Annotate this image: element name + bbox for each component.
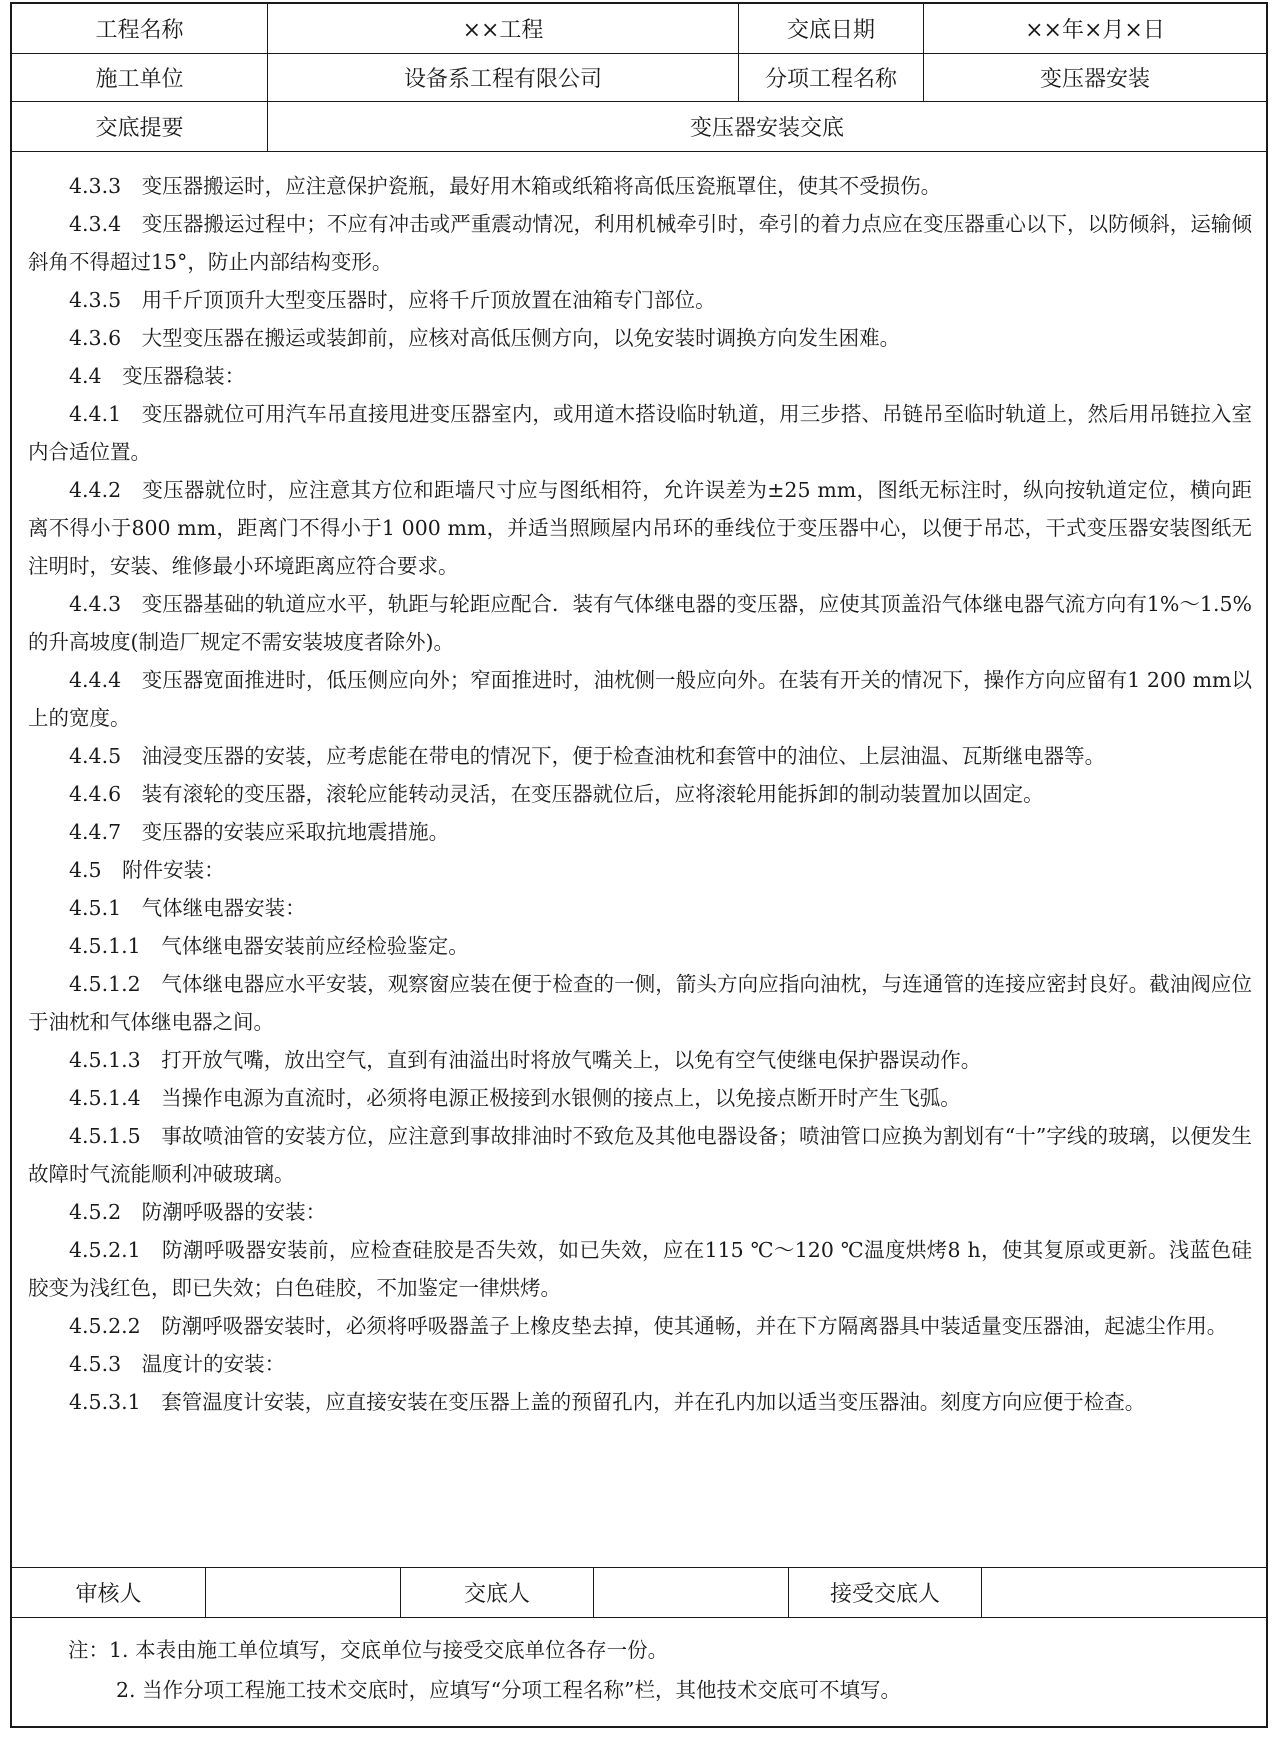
content-paragraph: 4.5.3.1 套管温度计安装，应直接安装在变压器上盖的预留孔内，并在孔内加以适当变压器油。刻度方向应便于检查。 — [69, 1390, 1146, 1414]
content-paragraph: 4.3.4 变压器搬运过程中；不应有冲击或严重震动情况，利用机械牵引时，牵引的着力点应在变压器重心以下，以防倾斜，运输倾斜角不得超过15°，防止内部结构变形。 — [28, 212, 1252, 274]
content-paragraph: 4.5.1.1 气体继电器安装前应经检验鉴定。 — [69, 934, 469, 958]
form-notes — [12, 1618, 1266, 1726]
sub-project-name-value: 变压器安装 — [923, 54, 1266, 101]
sub-project-name-label: 分项工程名称 — [738, 54, 923, 101]
summary-value: 变压器安装交底 — [267, 102, 1266, 151]
receiver-value — [981, 1568, 1266, 1617]
disclosure-date-value: ××年×月×日 — [923, 4, 1266, 53]
content-paragraph: 4.4.2 变压器就位时，应注意其方位和距墙尺寸应与图纸相符，允许误差为±25 mm，图纸无标注时，纵向按轨道定位，横向距离不得小于800 mm，距离门不得小于1 000 mm，并适当照顾屋内吊环的垂线位于变压器中心，以便于吊芯，干式变压器安装图纸无注明时，安装、维修最小环境距离应符合要求。 — [28, 478, 1252, 578]
construction-unit-label: 施工单位 — [95, 67, 184, 92]
content-paragraph: 4.5.2 防潮呼吸器的安装： — [69, 1200, 327, 1224]
content-paragraph: 4.5.1 气体继电器安装： — [69, 896, 306, 920]
content-paragraph: 4.5.2.1 防潮呼吸器安装前，应检查硅胶是否失效，如已失效，应在115 ℃～120 ℃温度烘烤8 h，使其复原或更新。浅蓝色硅胶变为浅红色，即已失效；白色硅胶，不加鉴定一律烘烤。 — [28, 1238, 1252, 1300]
disclosure-date-label: 交底日期 — [738, 4, 923, 53]
content-paragraph: 4.4.6 装有滚轮的变压器，滚轮应能转动灵活，在变压器就位后，应将滚轮用能拆卸的制动装置加以固定。 — [69, 782, 1044, 806]
summary-label: 交底提要 — [95, 116, 184, 141]
content-paragraph: 4.3.3 变压器搬运时，应注意保护瓷瓶，最好用木箱或纸箱将高低压瓷瓶罩住，使其不受损伤。 — [69, 174, 942, 198]
discloser-value — [593, 1568, 788, 1617]
reviewer-value — [205, 1568, 400, 1617]
construction-unit-value: 设备系工程有限公司 — [267, 54, 738, 101]
content-paragraph: 4.5.1.3 打开放气嘴，放出空气，直到有油溢出时将放气嘴关上，以免有空气使继电保护器误动作。 — [69, 1048, 982, 1072]
content-paragraph: 4.4.7 变压器的安装应采取抗地震措施。 — [69, 820, 450, 844]
signoff-row — [12, 1568, 1266, 1618]
content-paragraph: 4.4 变压器稳装： — [69, 364, 246, 388]
content-paragraph: 4.3.6 大型变压器在搬运或装卸前，应核对高低压侧方向，以免安装时调换方向发生困难。 — [69, 326, 901, 350]
content-paragraph: 4.4.4 变压器宽面推进时，低压侧应向外；窄面推进时，油枕侧一般应向外。在装有开关的情况下，操作方向应留有1 200 mm以上的宽度。 — [28, 668, 1252, 730]
header-row-project — [12, 4, 1266, 54]
discloser-label: 交底人 — [400, 1568, 593, 1617]
content-paragraph: 4.5.2.2 防潮呼吸器安装时，必须将呼吸器盖子上橡皮垫去掉，使其通畅，并在下方隔离器具中装适量变压器油，起滤尘作用。 — [69, 1314, 1228, 1338]
content-paragraph: 4.3.5 用千斤顶顶升大型变压器时，应将千斤顶放置在油箱专门部位。 — [69, 288, 716, 312]
content-paragraph: 4.4.3 变压器基础的轨道应水平，轨距与轮距应配合．装有气体继电器的变压器，应使其顶盖沿气体继电器气流方向有1%～1.5%的升高坡度(制造厂规定不需安装坡度者除外)。 — [28, 592, 1252, 654]
note-line-2: 2. 当作分项工程施工技术交底时，应填写“分项工程名称”栏，其他技术交底可不填写。 — [116, 1678, 902, 1702]
content-paragraph: 4.5 附件安装： — [69, 858, 225, 882]
content-paragraph: 4.4.1 变压器就位可用汽车吊直接甩进变压器室内，或用道木搭设临时轨道，用三步搭、吊链吊至临时轨道上，然后用吊链拉入室内合适位置。 — [28, 402, 1252, 464]
content-paragraph: 4.5.1.5 事故喷油管的安装方位，应注意到事故排油时不致危及其他电器设备；喷油管口应换为割划有“十”字线的玻璃，以便发生故障时气流能顺利冲破玻璃。 — [28, 1124, 1252, 1186]
project-name-label: 工程名称 — [95, 18, 184, 43]
header-row-summary — [12, 102, 1266, 152]
project-name-value: ××工程 — [267, 4, 738, 53]
content-paragraph: 4.4.5 油浸变压器的安装，应考虑能在带电的情况下，便于检查油枕和套管中的油位、上层油温、瓦斯继电器等。 — [69, 744, 1106, 768]
disclosure-form — [10, 2, 1268, 1728]
note-line-1: 注：1. 本表由施工单位填写，交底单位与接受交底单位各存一份。 — [68, 1638, 669, 1662]
content-paragraph: 4.5.1.4 当操作电源为直流时，必须将电源正极接到水银侧的接点上，以免接点断开时产生飞弧。 — [69, 1086, 961, 1110]
disclosure-content — [12, 152, 1266, 1568]
content-paragraph: 4.5.1.2 气体继电器应水平安装，观察窗应装在便于检查的一侧，箭头方向应指向油枕，与连通管的连接应密封良好。截油阀应位于油枕和气体继电器之间。 — [28, 972, 1252, 1034]
content-paragraph: 4.5.3 温度计的安装： — [69, 1352, 286, 1376]
header-row-unit — [12, 54, 1266, 102]
receiver-label: 接受交底人 — [788, 1568, 981, 1617]
reviewer-label: 审核人 — [75, 1582, 142, 1607]
